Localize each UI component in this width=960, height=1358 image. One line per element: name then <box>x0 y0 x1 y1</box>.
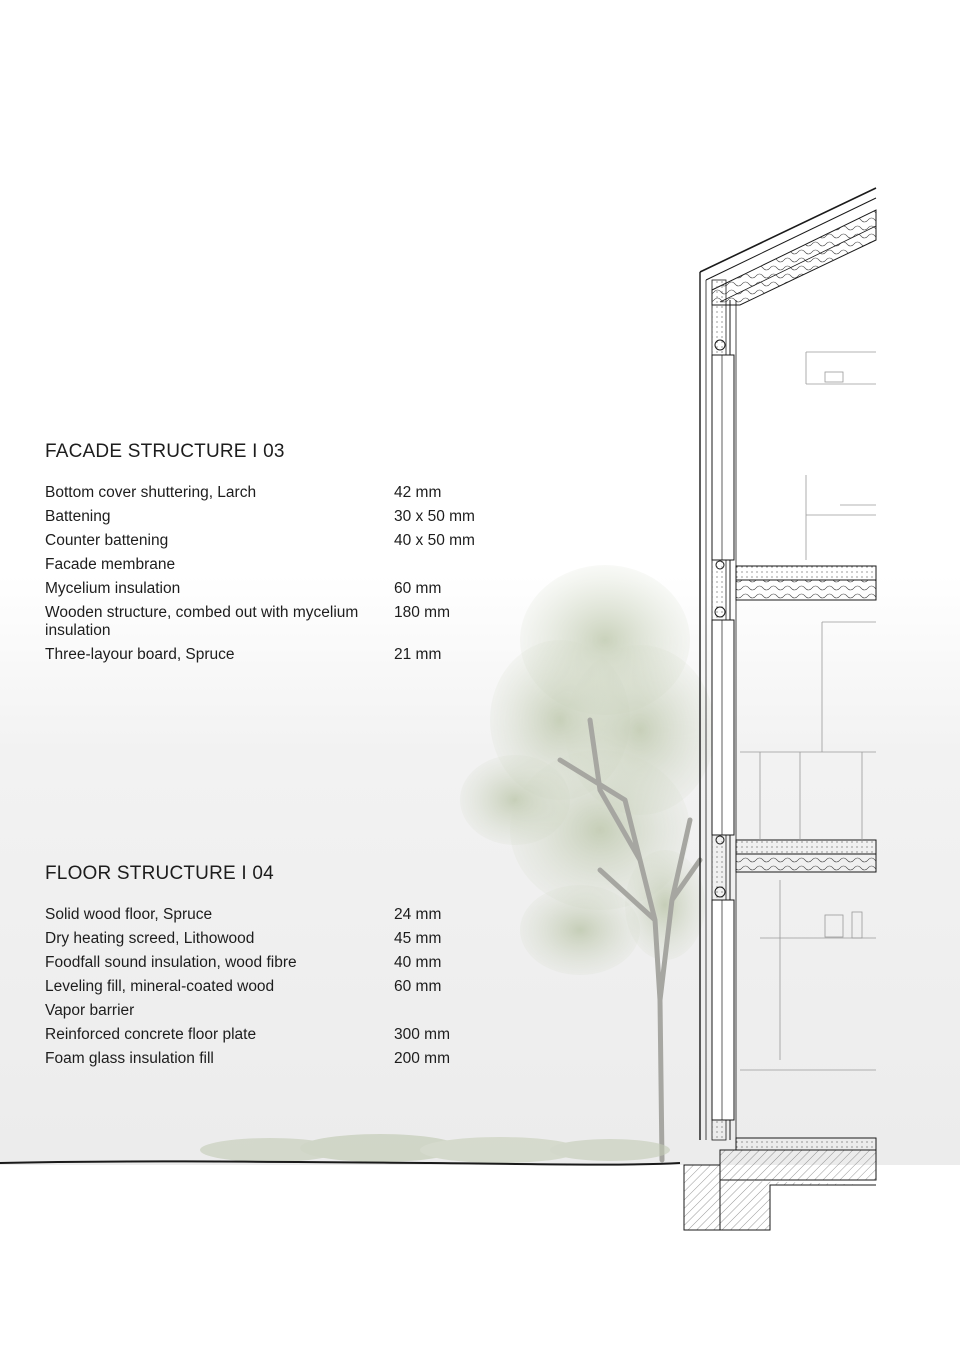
structure-row <box>45 930 485 948</box>
structure-row <box>45 580 485 598</box>
ground-line <box>0 1161 680 1164</box>
foundation <box>684 1165 720 1230</box>
layer-name: Leveling fill, mineral-coated wood <box>45 978 275 995</box>
structure-row <box>45 906 485 924</box>
layer-name: Battening <box>45 508 111 525</box>
grass <box>200 1134 670 1163</box>
structure-row <box>45 1002 485 1020</box>
structure-row <box>45 954 485 972</box>
structure-row <box>45 556 485 574</box>
floor-structure-title: FLOOR STRUCTURE I 04 <box>45 863 274 884</box>
grass-tuft <box>550 1139 670 1161</box>
structure-row <box>45 532 485 550</box>
layer-name: Foodfall sound insulation, wood fibre <box>45 954 297 971</box>
layer-name: Facade membrane <box>45 556 176 573</box>
floor-slab-upper <box>736 566 876 600</box>
floor-structure-section <box>45 863 485 1074</box>
layer-name: Vapor barrier <box>45 1002 135 1019</box>
layer-name: Dry heating screed, Lithowood <box>45 930 255 947</box>
layer-thickness: 40 x 50 mm <box>394 532 475 549</box>
structure-row <box>45 978 485 996</box>
facade-structure-title: FACADE STRUCTURE I 03 <box>45 441 285 462</box>
layer-thickness <box>394 556 485 574</box>
structure-row <box>45 1026 485 1044</box>
facade-structure-section <box>45 441 485 670</box>
floor-slab-ground <box>720 1138 876 1230</box>
layer-name: Solid wood floor, Spruce <box>45 906 213 923</box>
layer-name: Counter battening <box>45 532 169 549</box>
layer-thickness: 60 mm <box>394 580 442 597</box>
layer-thickness: 45 mm <box>394 930 442 947</box>
roof <box>700 188 876 305</box>
layer-thickness: 42 mm <box>394 484 442 501</box>
layer-name: Reinforced concrete floor plate <box>45 1026 257 1043</box>
layer-thickness: 60 mm <box>394 978 442 995</box>
structure-row <box>45 646 485 664</box>
layer-thickness <box>394 1002 485 1020</box>
tree-foliage <box>520 885 640 975</box>
layer-thickness: 200 mm <box>394 1050 450 1067</box>
layer-thickness: 180 mm <box>394 604 450 621</box>
interior-furniture <box>740 352 876 1070</box>
layer-name: Mycelium insulation <box>45 580 181 597</box>
structure-row <box>45 604 485 640</box>
layer-name: Bottom cover shuttering, Larch <box>45 484 257 501</box>
layer-name: Wooden structure, combed out with mycelium insulation <box>45 604 359 639</box>
layer-name: Foam glass insulation fill <box>45 1050 214 1067</box>
structure-row <box>45 508 485 526</box>
structure-row <box>45 1050 485 1068</box>
layer-thickness: 21 mm <box>394 646 442 663</box>
tree <box>460 565 715 1160</box>
structure-row <box>45 484 485 502</box>
floor-slab-middle <box>736 840 876 872</box>
layer-thickness: 300 mm <box>394 1026 450 1043</box>
layer-thickness: 40 mm <box>394 954 442 971</box>
layer-name: Three-layour board, Spruce <box>45 646 235 663</box>
layer-thickness: 30 x 50 mm <box>394 508 475 525</box>
floor-structure-list <box>45 906 485 1068</box>
layer-thickness: 24 mm <box>394 906 442 923</box>
facade-structure-list <box>45 484 485 664</box>
